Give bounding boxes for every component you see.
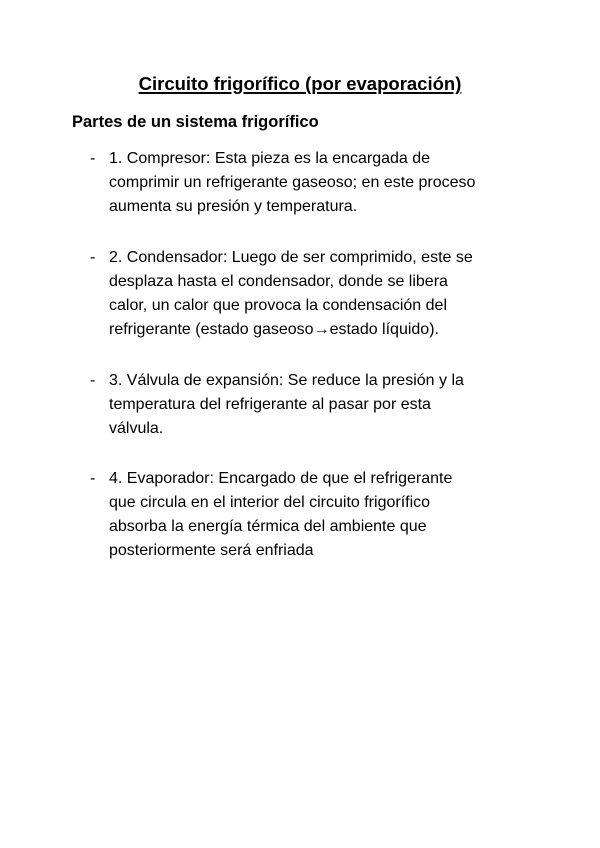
bullet-dash: - [90,249,96,266]
bullet-dash: - [90,150,96,167]
bullet-dash: - [90,372,96,389]
section-heading: Partes de un sistema frigorífico [72,113,319,131]
list-item-text: 3. Válvula de expansión: Se reduce la presión y la temperatura del refrigerante al pasar por esta válvula. [109,372,464,437]
list-item-text: 1. Compresor: Esta pieza es la encargada de comprimir un refrigerante gaseoso; en este proceso aumenta su presión y temperatura. [109,150,476,215]
list-item-text: 4. Evaporador: Encargado de que el refrigerante que circula en el interior del circuito frigorífico absorba la energía térmica del ambiente que posteriormente será enfriada [109,470,453,559]
list-item-text: 2. Condensador: Luego de ser comprimido, este se desplaza hasta el condensador, donde se libera calor, un calor que provoca la condensación del refrigerante (estado gaseoso→estado líquido). [109,249,473,338]
page-title: Circuito frigorífico (por evaporación) [138,73,462,94]
bullet-dash: - [90,470,96,487]
